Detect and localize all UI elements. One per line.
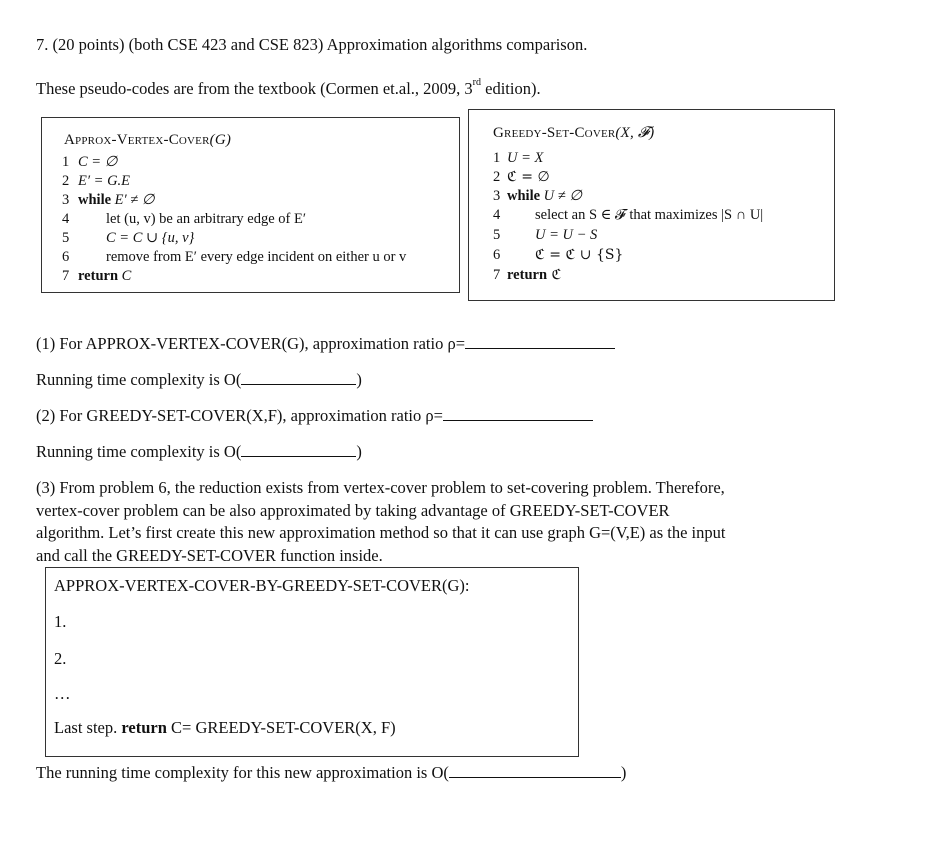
q3-paragraph <box>36 477 826 567</box>
avc-line-6: 6 remove from E′ every edge incident on either u or v <box>62 249 407 265</box>
avc-line-1: 1 C = ∅ <box>62 154 118 170</box>
step-2[interactable]: 2. <box>54 649 67 668</box>
q3-paragraph-line: (3) From problem 6, the reduction exists from vertex-cover problem to set-covering problem. Therefore, <box>36 478 725 497</box>
gsc-line-1: 1 U = X <box>493 150 544 166</box>
approx-vertex-cover-pseudocode <box>41 117 460 293</box>
steps-ellipsis: … <box>54 684 71 703</box>
gsc-line-5: 5 U = U − S <box>493 227 598 243</box>
avc-line-5: 5 C = C ∪ {u, v} <box>62 230 195 246</box>
avc-title: Approx-Vertex-Cover(G) <box>64 132 232 148</box>
last-step: Last step. return C= GREEDY-SET-COVER(X, F) <box>54 718 396 737</box>
q2-runtime-line: Running time complexity is O( ) <box>36 442 362 461</box>
question-subheading: These pseudo-codes are from the textbook (Cormen et.al., 2009, 3rd edition). <box>36 77 541 98</box>
q3-paragraph-line: algorithm. Let’s first create this new approximation method so that it can use graph G=(V,E) as the input <box>36 523 726 542</box>
gsc-line-3: 3 while U ≠ ∅ <box>493 188 582 204</box>
q1-runtime-line: Running time complexity is O( ) <box>36 370 362 389</box>
step-1[interactable]: 1. <box>54 612 67 631</box>
q3-paragraph-line: and call the GREEDY-SET-COVER function inside. <box>36 545 383 565</box>
q1-runtime-blank[interactable] <box>241 369 356 385</box>
final-runtime-line: The running time complexity for this new approximation is O( ) <box>36 763 627 782</box>
avc-line-2: 2 E′ = G.E <box>62 173 131 189</box>
gsc-line-6: 6 ℭ = ℭ ∪ {S} <box>493 247 624 263</box>
new-method-title: APPROX-VERTEX-COVER-BY-GREEDY-SET-COVER(G): <box>54 576 470 595</box>
new-method-box <box>45 567 579 757</box>
q3-paragraph-line: vertex-cover problem can be also approximated by taking advantage of GREEDY-SET-COVER <box>36 500 670 520</box>
gsc-title: Greedy-Set-Cover(X, 𝓕) <box>493 125 655 141</box>
greedy-set-cover-pseudocode <box>468 109 835 301</box>
avc-line-7: 7 return C <box>62 268 132 284</box>
q2-ratio-line: (2) For GREEDY-SET-COVER(X,F), approximation ratio ρ= <box>36 405 593 426</box>
gsc-line-4: 4 select an S ∈ 𝓕 that maximizes |S ∩ U| <box>493 207 764 223</box>
q1-ratio-line: (1) For APPROX-VERTEX-COVER(G), approximation ratio ρ= <box>36 333 615 354</box>
gsc-line-7: 7 return ℭ <box>493 267 562 283</box>
q1-ratio-blank[interactable] <box>465 333 615 349</box>
final-runtime-blank[interactable] <box>449 762 621 778</box>
avc-line-3: 3 while E′ ≠ ∅ <box>62 192 155 208</box>
q2-runtime-blank[interactable] <box>241 441 356 457</box>
q2-ratio-blank[interactable] <box>443 405 593 421</box>
avc-line-4: 4 let (u, v) be an arbitrary edge of E′ <box>62 211 307 227</box>
gsc-line-2: 2 ℭ = ∅ <box>493 169 550 185</box>
question-heading: 7. (20 points) (both CSE 423 and CSE 823) Approximation algorithms comparison. <box>36 35 588 54</box>
